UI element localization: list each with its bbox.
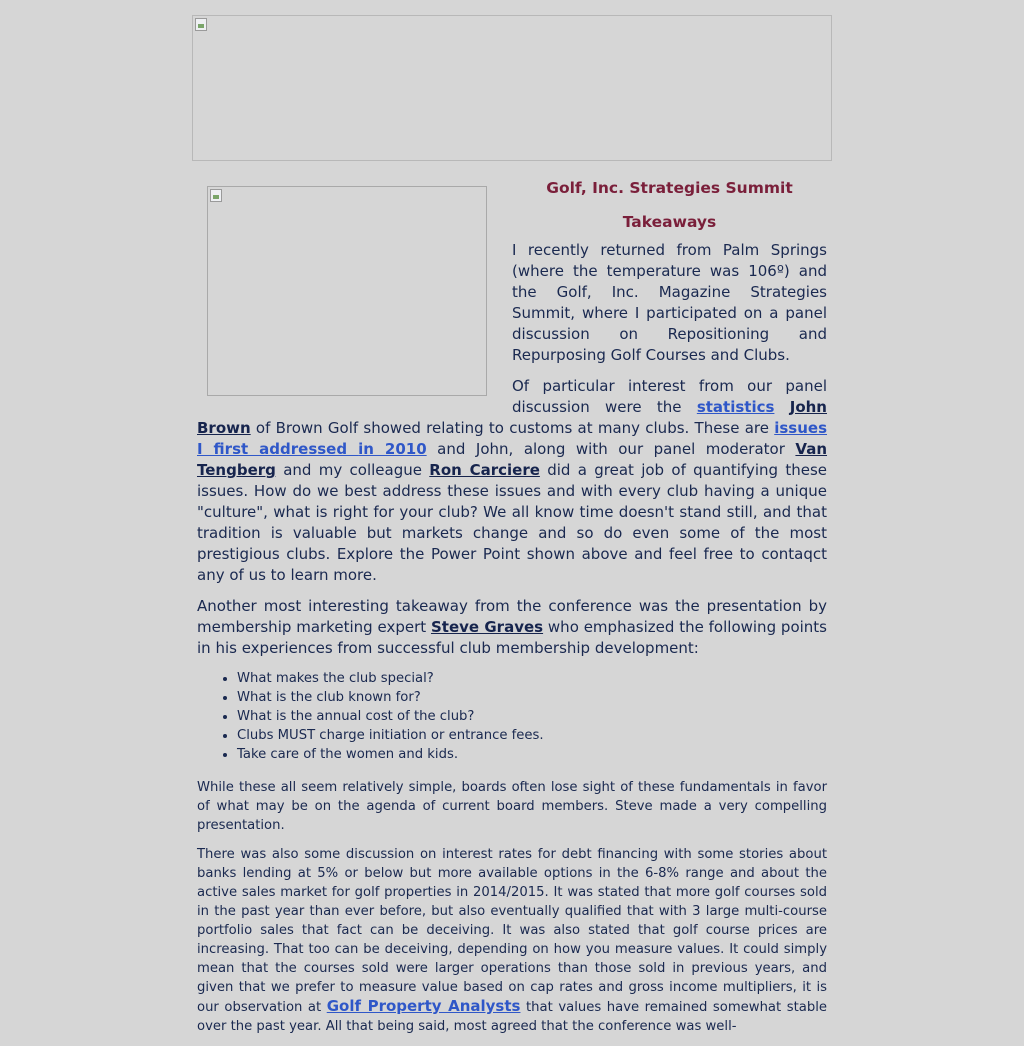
golf-property-analysts-link[interactable]: Golf Property Analysts <box>326 997 521 1015</box>
broken-image-icon <box>195 18 207 31</box>
john-brown-link[interactable]: John Brown <box>197 398 827 437</box>
list-item: • Clubs MUST charge initiation or entrance fees. <box>237 726 827 745</box>
paragraph-interest-rates: There was also some discussion on interest rates for debt financing with some stories about banks lending at 5% or below but more available options in the 6-8% range and about the active sales market for golf properties in 2014/2015. It was stated that more golf courses sold in the past year than ever before, but also eventually qualified that with 3 large multi-course portfolio sales that fact can be deceiving. It was also stated that golf course prices are increasing. That too can be deceiving, depending on how you measure values. It could simply mean that the courses sold were larger operations than those sold in previous years, and given that we prefer to measure value based on cap rates and gross income multipliers, it is our observation at Golf Property Analysts that values have remained somewhat stable over the past year. All that being said, most agreed that the conference was well- <box>197 847 827 1034</box>
article-title: Golf, Inc. Strategies Summit <box>546 179 793 197</box>
list-item: • What is the annual cost of the club? <box>237 707 827 726</box>
issues-2010-link[interactable]: issues I first addressed in 2010 <box>197 419 827 458</box>
paragraph-fundamentals: While these all seem relatively simple, boards often lose sight of these fundamentals in favor of what may be on the agenda of current board members. Steve made a very compelling presentation. <box>197 780 827 833</box>
paragraph-intro: I recently returned from Palm Springs (where the temperature was 106º) and the Golf, Inc. Magazine Strategies Summit, where I participated on a panel discussion on Repositioning and Repurposing Golf Courses and Clubs. <box>512 241 827 364</box>
ron-carciere-link[interactable]: Ron Carciere <box>429 461 540 479</box>
steve-graves-link[interactable]: Steve Graves <box>430 618 544 636</box>
paragraph-panel: Of particular interest from our panel discussion were the statistics John Brown of Brown Golf showed relating to customs at many clubs. These are issues I first addressed in 2010 and John, along with our panel moderator Van Tengberg and my colleague Ron Carciere did a great job of quantifying these issues. How do we best address these issues and with every club having a unique "culture", what is right for your club? We all know time doesn't stand still, and that tradition is valuable but markets change and so do even some of the most prestigious clubs. Explore the Power Point shown above and feel free to contaqct any of us to learn more. <box>197 377 828 584</box>
list-item: • What is the club known for? <box>237 688 827 707</box>
article-photo <box>207 186 487 396</box>
statistics-link[interactable]: statistics <box>696 398 775 416</box>
article <box>197 176 827 1046</box>
list-item: • Take care of the women and kids. <box>237 745 827 764</box>
broken-image-icon <box>210 189 222 202</box>
paragraph-takeaway: Another most interesting takeaway from the conference was the presentation by membership marketing expert Steve Graves who emphasized the following points in his experiences from successful club membership development: <box>197 597 827 657</box>
article-subtitle: Takeaways <box>622 213 717 231</box>
list-item: • What makes the club special? <box>237 669 827 688</box>
header-banner-image <box>192 15 832 161</box>
membership-points-list <box>197 669 827 764</box>
van-tengberg-link[interactable]: Van Tengberg <box>197 440 828 479</box>
